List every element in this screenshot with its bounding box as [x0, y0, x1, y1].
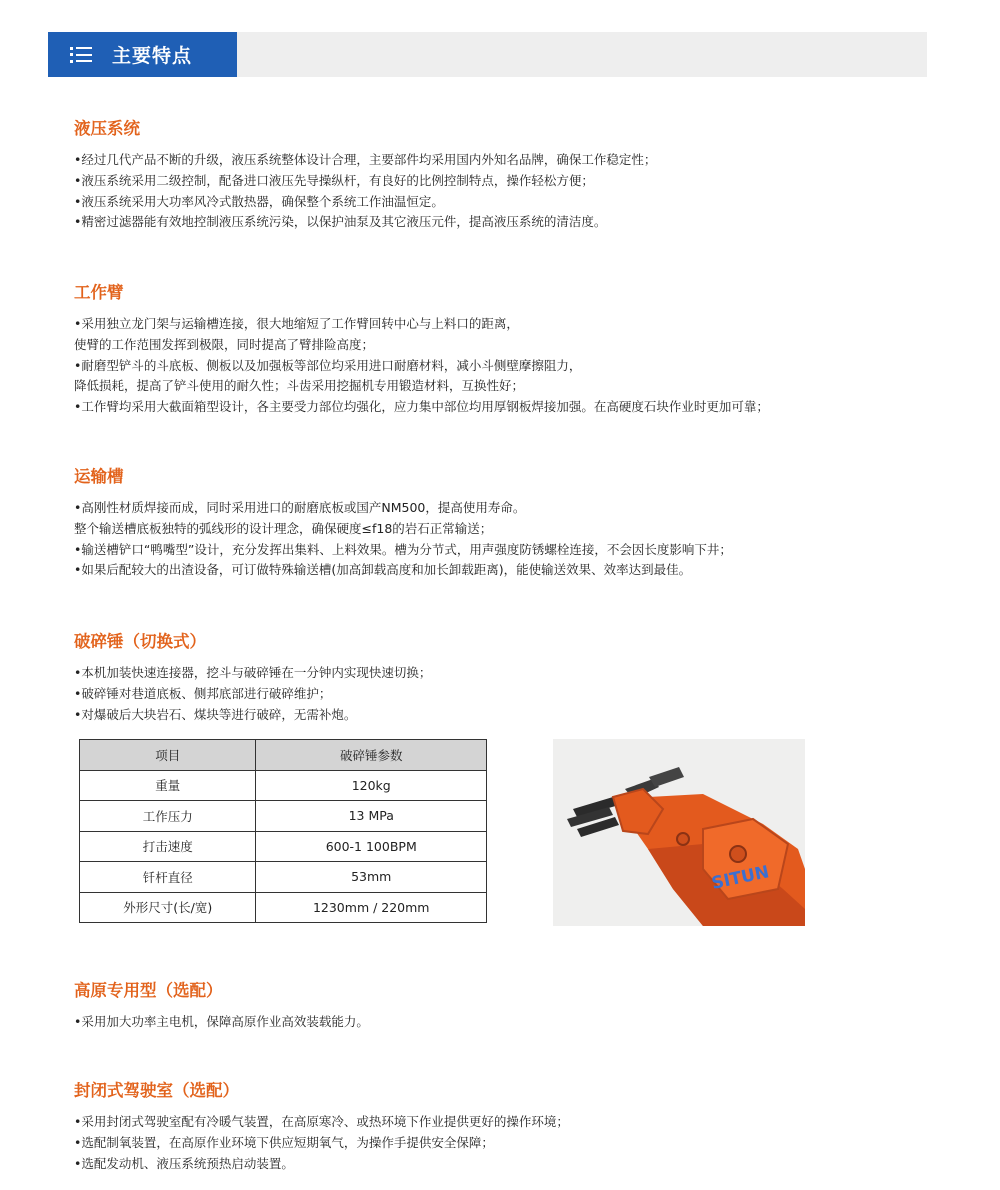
section-cab [74, 1080, 569, 1174]
table-cell: 600-1 100BPM [256, 831, 487, 862]
bullet-line: •液压系统采用二级控制，配备进口液压先导操纵杆，有良好的比例控制特点，操作轻松方便； [74, 172, 594, 188]
table-row [80, 892, 487, 923]
section-title: 高原专用型（选配） [74, 981, 223, 1000]
table-cell: 钎杆直径 [80, 862, 256, 893]
bullet-line: •采用封闭式驾驶室配有冷暖气装置，在高原寒冷、或热环境下作业提供更好的操作环境； [74, 1114, 569, 1129]
hydraulic-breaker-image [553, 739, 805, 926]
table-row [80, 801, 487, 832]
bullet-line: •高刚性材质焊接而成，同时采用进口的耐磨底板或国产NM500，提高使用寿命。 [74, 500, 526, 515]
bullet-line: •经过几代产品不断的升级，液压系统整体设计合理，主要部件均采用国内外知名品牌，确保工作稳定性； [74, 152, 657, 167]
bullet-line: •采用独立龙门架与运输槽连接，很大地缩短了工作臂回转中心与上料口的距离， [74, 316, 519, 331]
list-icon [70, 46, 92, 64]
section-highland [74, 980, 369, 1033]
table-cell: 外形尺寸(长/宽) [80, 892, 256, 923]
bullet-line: •输送槽铲口“鸭嘴型”设计，充分发挥出集料、上料效果。槽为分节式，用声强度防锈螺栓连接，不会因长度影响下井； [74, 541, 732, 557]
bullet-line: •如果后配较大的出渣设备，可订做特殊输送槽(加高卸载高度和加长卸载距离)，能使输送效果、效率达到最佳。 [74, 562, 692, 578]
breaker-illustration [553, 739, 805, 926]
bullet-line: •对爆破后大块岩石、煤块等进行破碎，无需补炮。 [74, 706, 357, 722]
section-hydraulic [74, 118, 656, 233]
table-cell: 1230mm / 220mm [256, 892, 487, 923]
bullet-line: 整个输送槽底板独特的弧线形的设计理念，确保硬度≤f18的岩石正常输送； [74, 520, 493, 536]
bullet-line: •工作臂均采用大截面箱型设计，各主要受力部位均强化，应力集中部位均用厚钢板焊接加强。在高硬度石块作业时更加可靠； [74, 399, 769, 415]
bullet-line: 使臂的工作范围发挥到极限，同时提高了臂排险高度； [74, 336, 375, 352]
bullet-line: •本机加装快速连接器，挖斗与破碎锤在一分钟内实现快速切换； [74, 665, 432, 680]
table-cell: 打击速度 [80, 831, 256, 862]
section-conveyor [74, 466, 732, 581]
bullet-line: •选配制氧装置，在高原作业环境下供应短期氧气，为操作手提供安全保障； [74, 1134, 494, 1150]
section-title: 液压系统 [74, 119, 140, 138]
section-title: 封闭式驾驶室（选配） [74, 1081, 239, 1100]
breaker-params-table [79, 739, 487, 923]
table-header: 破碎锤参数 [256, 740, 487, 771]
bullet-line: •选配发动机、液压系统预热启动装置。 [74, 1155, 294, 1171]
bullet-line: •采用加大功率主电机，保障高原作业高效装载能力。 [74, 1014, 369, 1029]
bullet-line: •液压系统采用大功率风冷式散热器，确保整个系统工作油温恒定。 [74, 193, 444, 209]
table-cell: 120kg [256, 770, 487, 801]
table-cell: 重量 [80, 770, 256, 801]
page-title: 主要特点 [112, 45, 193, 67]
section-arm [74, 282, 769, 418]
table-row [80, 770, 487, 801]
brand-logo: SITUN [709, 862, 771, 894]
table-row [80, 831, 487, 862]
bullet-line: •破碎锤对巷道底板、侧邦底部进行破碎维护； [74, 685, 332, 701]
section-title: 运输槽 [74, 467, 124, 486]
section-breaker [74, 631, 431, 725]
table-cell: 13 MPa [256, 801, 487, 832]
table-header-row [80, 740, 487, 771]
header-tab [48, 32, 237, 77]
section-title: 工作臂 [74, 283, 124, 302]
section-title: 破碎锤（切换式） [74, 632, 206, 651]
table-cell: 53mm [256, 862, 487, 893]
table-cell: 工作压力 [80, 801, 256, 832]
table-row [80, 862, 487, 893]
bullet-line: 降低损耗，提高了铲斗使用的耐久性；斗齿采用挖掘机专用锻造材料，互换性好； [74, 378, 525, 394]
table-header: 项目 [80, 740, 256, 771]
bullet-line: •精密过滤器能有效地控制液压系统污染，以保护油泵及其它液压元件，提高液压系统的清洁度。 [74, 214, 607, 230]
bullet-line: •耐磨型铲斗的斗底板、侧板以及加强板等部位均采用进口耐磨材料，减小斗侧壁摩擦阻力， [74, 357, 582, 373]
